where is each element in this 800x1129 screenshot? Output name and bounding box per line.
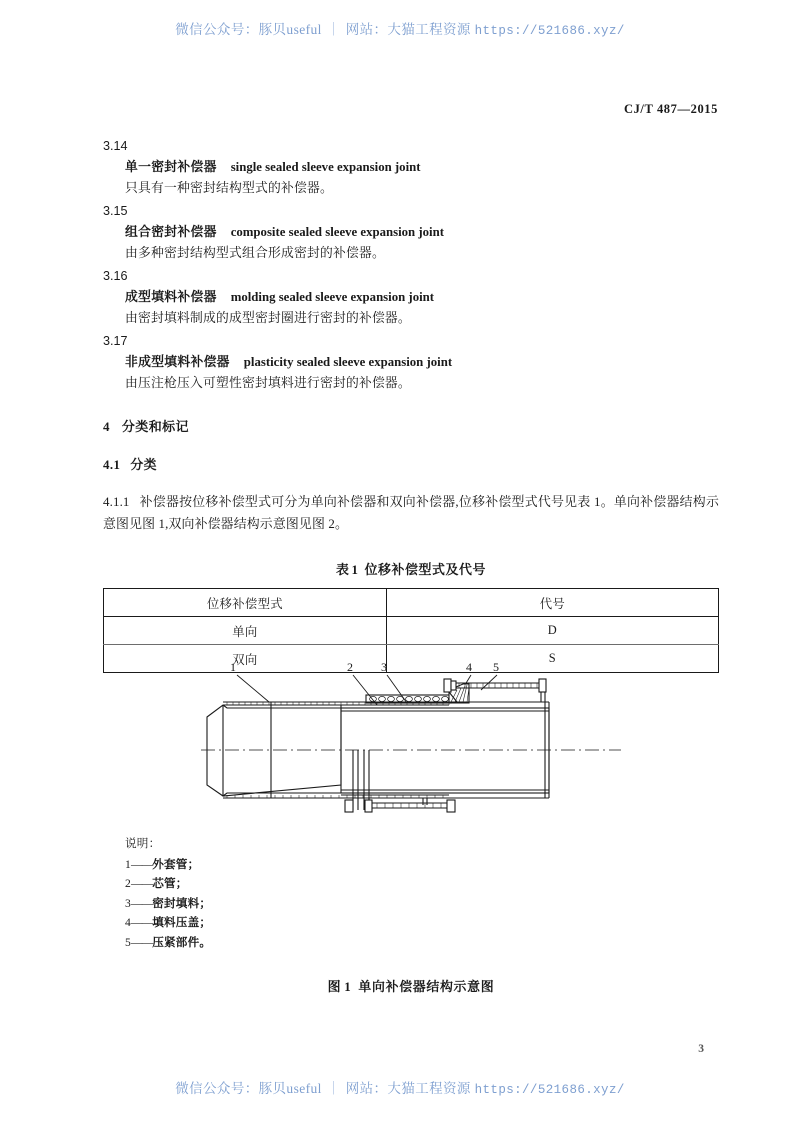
paragraph-text: 补偿器按位移补偿型式可分为单向补偿器和双向补偿器,位移补偿型式代号见表 1。单向补偿器结构示意图见图 1,双向补偿器结构示意图见图 2。 [103,495,719,531]
term-heading [125,157,719,178]
legend-item [125,874,719,894]
term-heading [125,287,719,308]
section-title: 分类和标记 [121,419,189,434]
legend-item-index: 1 [125,857,131,871]
legend-item-text: 外套管； [152,857,200,871]
table-caption-label: 表 [336,563,350,577]
term-term-zh: 单一密封补偿器 [125,160,217,174]
table-cell-code: D [386,617,718,645]
callout-number-4: 4 [466,660,472,674]
watermark-top [0,18,800,38]
watermark-separator: ｜ [326,22,341,37]
term-entry [103,331,719,394]
term-definition: 由多种密封结构型式组合形成密封的补偿器。 [125,246,385,260]
lower-gland-assembly [345,750,455,812]
legend-item-dash: —— [131,935,153,949]
table-row [104,617,719,645]
table-cell-type: 单向 [104,617,387,645]
legend-item [125,894,719,914]
figure-caption-title: 单向补偿器结构示意图 [358,980,495,994]
figure-caption-number: 1 [344,980,352,994]
watermark-separator: ｜ [326,1081,341,1096]
term-heading [125,222,719,243]
term-term-en: plasticity sealed sleeve expansion joint [243,355,453,369]
term-heading [125,352,719,373]
callout-number-1: 1 [230,660,236,674]
term-term-en: single sealed sleeve expansion joint [230,160,421,174]
legend-item-dash: —— [131,877,153,890]
term-term-en: molding sealed sleeve expansion joint [230,290,435,304]
watermark-site-label: 网站：大猫工程资源 [345,22,471,37]
body-paragraph [103,491,719,535]
term-definition: 由密封填料制成的成型密封圈进行密封的补偿器。 [125,311,411,325]
legend-item-text: 填料压盖； [152,916,212,929]
term-term-zh: 非成型填料补偿器 [125,355,230,369]
legend-title: 说明： [125,837,161,850]
term-term-zh: 成型填料补偿器 [125,290,217,304]
figure-legend [125,834,719,952]
term-definition: 由压注枪压入可塑性密封填料进行密封的补偿器。 [125,376,411,390]
legend-item [125,933,719,953]
paragraph-number: 4.1.1 [103,495,130,509]
legend-item-text: 密封填料； [152,896,212,910]
watermark-url: https://521686.xyz/ [474,24,625,38]
legend-item-index: 4 [125,916,131,929]
watermark-url: https://521686.xyz/ [474,1083,625,1097]
table-cell-code: S [386,645,718,673]
table-header-cell: 位移补偿型式 [104,589,387,617]
watermark-wechat-label: 微信公众号：豚贝useful [175,22,322,37]
callout-number-3: 3 [381,660,387,674]
legend-item [125,913,719,933]
figure-caption-label: 图 [327,980,342,994]
table-caption [103,559,719,578]
section-number: 4 [103,419,110,434]
core-pipe-body [341,708,549,793]
callout-numbers [230,660,499,674]
legend-item-text: 压紧部件。 [152,935,212,949]
legend-item-dash: —— [131,857,153,871]
term-entry [103,201,719,264]
legend-item-index: 3 [125,896,131,910]
table-caption-title: 位移补偿型式及代号 [364,563,486,577]
table-header-cell: 代号 [386,589,718,617]
figure-block [103,655,719,995]
callout-number-5: 5 [493,660,499,674]
section-heading [103,416,719,435]
subsection-title: 分类 [130,458,157,472]
main-content [103,134,719,673]
term-number: 3.14 [103,139,128,153]
term-number: 3.16 [103,269,128,283]
term-number: 3.17 [103,334,128,348]
page-number: 3 [698,1043,704,1055]
running-header: CJ/T 487—2015 [623,102,718,116]
table-caption-number: 1 [351,563,359,577]
subsection-number: 4.1 [103,458,121,472]
callout-number-2: 2 [347,660,353,674]
legend-item [125,855,719,875]
legend-item-dash: —— [131,916,153,929]
figure-caption [103,976,719,995]
subsection-heading [103,454,719,473]
watermark-site-label: 网站：大猫工程资源 [345,1081,471,1096]
watermark-wechat-label: 微信公众号：豚贝useful [175,1081,322,1096]
sleeve-expansion-joint-drawing [201,655,621,820]
legend-item-text: 芯管； [152,877,188,890]
legend-item-dash: —— [131,896,153,910]
table-header-row [104,589,719,617]
term-term-zh: 组合密封补偿器 [125,225,217,239]
term-term-en: composite sealed sleeve expansion joint [230,225,444,239]
term-definition: 只具有一种密封结构型式的补偿器。 [125,181,333,195]
watermark-bottom [0,1077,800,1097]
term-number: 3.15 [103,204,128,218]
legend-item-index: 2 [125,877,131,890]
table-cell-type: 双向 [104,645,387,673]
term-entry [103,136,719,199]
term-entry [103,266,719,329]
legend-item-index: 5 [125,935,131,949]
